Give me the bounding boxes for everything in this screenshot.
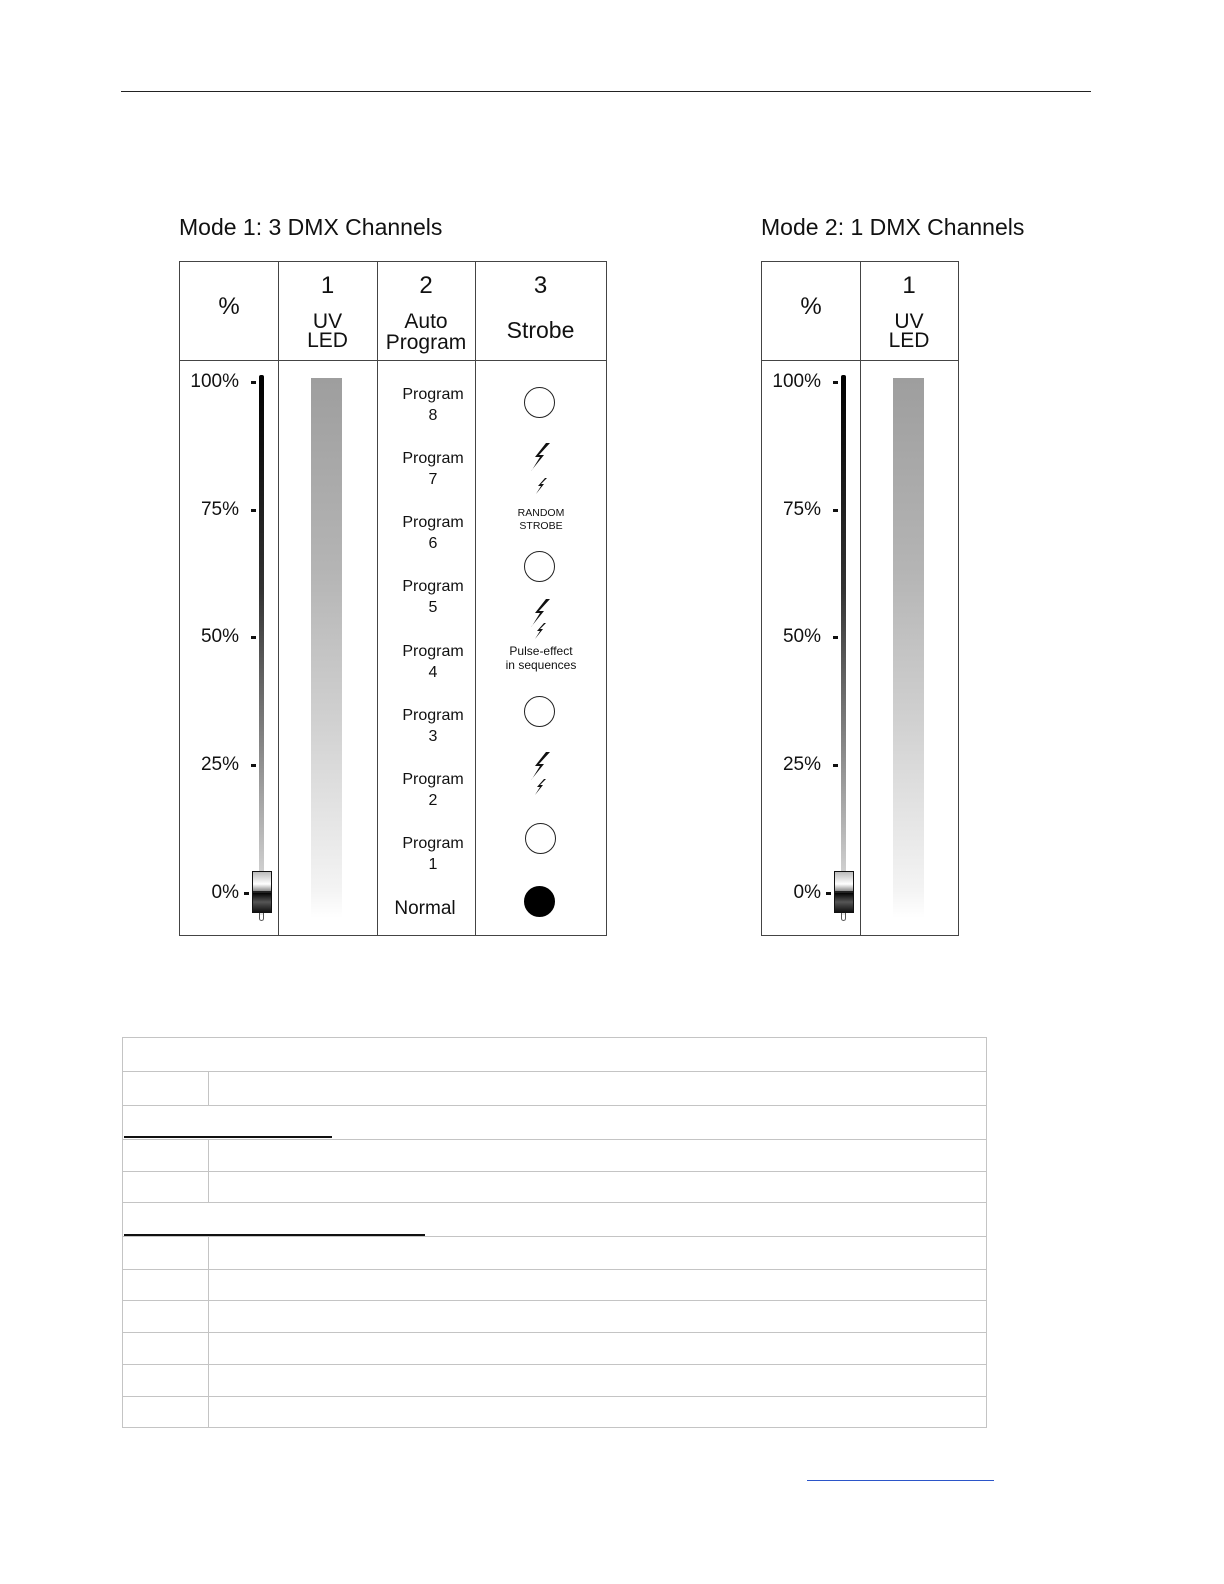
lightning-small-icon	[533, 778, 547, 796]
channel-name: Auto	[404, 310, 448, 333]
scale-label-25: 25%	[200, 754, 239, 775]
tick-mark	[251, 509, 256, 512]
tick-mark	[833, 636, 838, 639]
table-row-divider	[123, 1202, 986, 1203]
tick-mark	[251, 636, 256, 639]
circle-icon	[524, 387, 555, 418]
mode1-title: Mode 1: 3 DMX Channels	[179, 214, 443, 240]
lightning-icon	[528, 442, 552, 472]
settings-table	[122, 1037, 987, 1428]
footer-link-underline[interactable]	[807, 1480, 994, 1481]
fader-track	[841, 375, 846, 915]
program-5-label: Program 5	[402, 578, 464, 616]
filled-circle-icon	[524, 886, 555, 917]
program-8-label: Program 8	[402, 386, 464, 424]
table-row-divider	[123, 1105, 986, 1106]
fader-tail	[841, 913, 846, 921]
table-row-divider	[123, 1139, 986, 1140]
uv-led-intensity-bar	[893, 378, 924, 918]
table-row-divider	[123, 1396, 986, 1397]
table-row-divider	[123, 1269, 986, 1270]
program-1-label: Program 1	[402, 835, 464, 873]
scale-label-25: 25%	[782, 754, 821, 775]
lightning-small-icon	[534, 477, 548, 495]
channel-1-header	[860, 262, 958, 360]
fader-tail	[259, 913, 264, 921]
normal-label: Normal	[394, 898, 456, 919]
fader-knob[interactable]	[252, 871, 272, 913]
program-4-label: Program 4	[402, 643, 464, 681]
mode2-title: Mode 2: 1 DMX Channels	[761, 214, 1025, 240]
channel-name: Program	[385, 331, 467, 354]
table-row-divider	[123, 1071, 986, 1072]
pulse-effect-label: Pulse-effect in sequences	[505, 644, 577, 672]
channel-name: LED	[888, 329, 930, 352]
mode1-chart	[179, 261, 607, 936]
table-row-divider	[123, 1364, 986, 1365]
tick-mark	[251, 381, 256, 384]
table-row-divider	[123, 1300, 986, 1301]
circle-icon	[525, 823, 556, 854]
channel-2-header	[377, 262, 475, 360]
scale-label-100: 100%	[190, 371, 239, 392]
channel-3-header	[475, 262, 606, 360]
program-2-label: Program 2	[402, 771, 464, 809]
table-row-divider	[123, 1236, 986, 1237]
circle-icon	[524, 696, 555, 727]
mode2-chart	[761, 261, 959, 936]
channel-number: 1	[320, 272, 335, 299]
table-column-divider	[208, 1071, 209, 1105]
table-column-divider	[208, 1236, 209, 1428]
header-rule	[121, 91, 1091, 92]
channel-number: 3	[533, 272, 548, 299]
scale-label-50: 50%	[200, 626, 239, 647]
scale-label-0: 0%	[793, 882, 821, 903]
tick-mark	[833, 381, 838, 384]
tick-mark	[833, 764, 838, 767]
section-underline	[124, 1234, 425, 1236]
fader-track	[259, 375, 264, 915]
uv-led-intensity-bar	[311, 378, 342, 918]
scale-label-100: 100%	[772, 371, 821, 392]
scale-label-75: 75%	[200, 499, 239, 520]
table-row-divider	[123, 1171, 986, 1172]
channel-name: LED	[307, 329, 348, 352]
table-column-divider	[208, 1139, 209, 1202]
fader-knob[interactable]	[834, 871, 854, 913]
lightning-icon	[528, 751, 552, 781]
program-7-label: Program 7	[402, 450, 464, 488]
program-3-label: Program 3	[402, 707, 464, 745]
scale-label-50: 50%	[782, 626, 821, 647]
percent-header: %	[218, 293, 240, 320]
random-strobe-label: RANDOM STROBE	[517, 507, 565, 532]
tick-mark	[244, 892, 249, 895]
tick-mark	[833, 509, 838, 512]
channel-number: 1	[902, 272, 916, 299]
lightning-small-icon	[533, 622, 547, 640]
program-6-label: Program 6	[402, 514, 464, 552]
table-row-divider	[123, 1332, 986, 1333]
percent-header: %	[800, 293, 822, 320]
channel-number: 2	[419, 272, 433, 299]
circle-icon	[524, 551, 555, 582]
tick-mark	[251, 764, 256, 767]
tick-mark	[826, 892, 831, 895]
channel-1-header	[278, 262, 377, 360]
section-underline	[124, 1136, 332, 1138]
channel-name: UV	[312, 310, 343, 333]
scale-label-75: 75%	[782, 499, 821, 520]
channel-name: Strobe	[506, 317, 575, 343]
channel-name: UV	[894, 310, 924, 333]
scale-label-0: 0%	[211, 882, 239, 903]
